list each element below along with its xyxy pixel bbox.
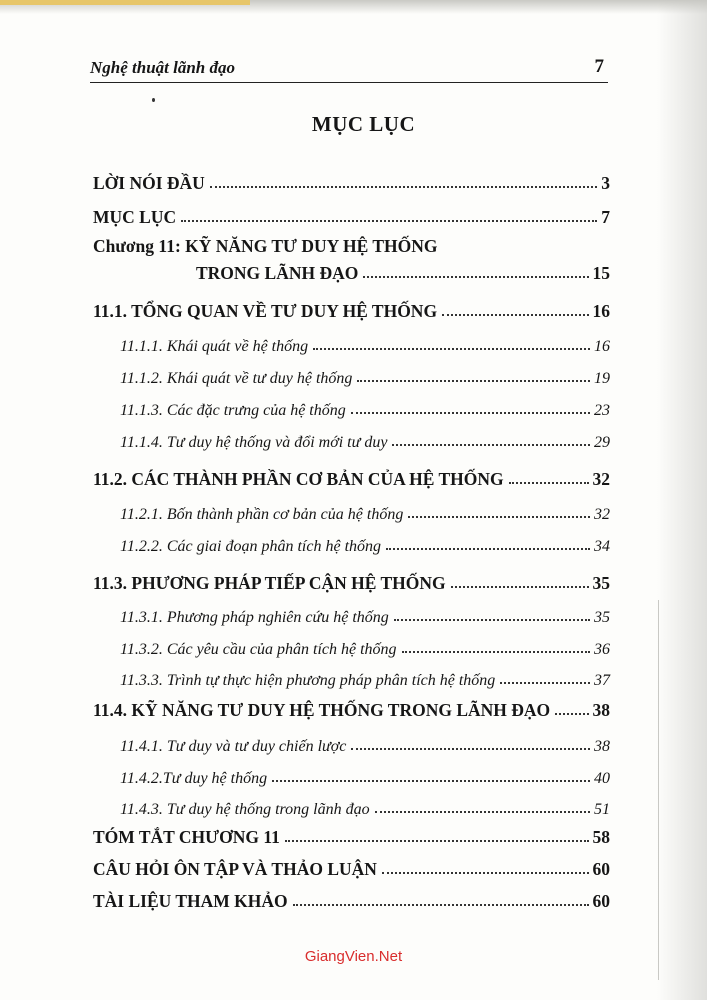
toc-entry-page: 29 [594, 434, 610, 451]
dot-leader [382, 872, 589, 874]
toc-entry-label: TRONG LÃNH ĐẠO [196, 263, 359, 283]
dot-leader [451, 586, 589, 588]
dot-leader [210, 186, 597, 188]
toc-entry-label: 11.2. CÁC THÀNH PHẦN CƠ BẢN CỦA HỆ THỐNG [93, 469, 504, 489]
toc-entry-chapter-summary[interactable] [93, 822, 610, 848]
dot-leader [509, 482, 589, 484]
toc-title: MỤC LỤC [311, 112, 416, 136]
toc-entry-page: 38 [592, 700, 610, 720]
watermark-text: GiangVien.Net [304, 948, 403, 965]
toc-entry-label: 11.4.3. Tư duy hệ thống trong lãnh đạo [120, 801, 370, 818]
toc-entry-page: 60 [592, 891, 610, 911]
dot-leader [408, 516, 590, 518]
toc-entry-page: 35 [594, 609, 610, 626]
dot-leader [555, 713, 588, 715]
dot-leader [293, 904, 589, 906]
toc-entry-label: 11.4.2.Tư duy hệ thống [120, 770, 268, 787]
toc-entry-label: 11.1.2. Khái quát về tư duy hệ thống [120, 370, 353, 387]
toc-entry-label: 11.2.1. Bốn thành phần cơ bản của hệ thống [120, 506, 404, 523]
toc-entry-label: 11.3.3. Trình tự thực hiện phương pháp phân tích hệ thống [120, 672, 496, 689]
toc-entry-label: 11.1.1. Khái quát về hệ thống [120, 338, 309, 355]
toc-entry-page: 58 [592, 827, 610, 847]
page-right-shadow [657, 0, 707, 1000]
dot-leader [313, 348, 590, 350]
toc-entry-label: 11.4. KỸ NĂNG TƯ DUY HỆ THỐNG TRONG LÃNH ĐẠO [93, 700, 551, 720]
toc-entry-review-questions[interactable] [93, 854, 610, 880]
toc-entry-label: TÓM TẮT CHƯƠNG 11 [93, 827, 280, 847]
dot-leader [181, 220, 597, 222]
dot-leader [363, 276, 588, 278]
toc-entry-subsection-11-3-2[interactable] [120, 633, 610, 659]
toc-entry-page: 37 [594, 672, 610, 689]
toc-entry-label: 11.1.3. Các đặc trưng của hệ thống [120, 402, 346, 419]
toc-entry-page: 34 [594, 538, 610, 555]
toc-entry-label: CÂU HỎI ÔN TẬP VÀ THẢO LUẬN [93, 859, 377, 879]
toc-entry-page: 3 [601, 173, 610, 193]
toc-entry-section-11-2[interactable] [93, 464, 610, 490]
dot-leader [351, 412, 590, 414]
toc-entry-preface[interactable] [93, 168, 610, 194]
toc-entry-section-11-1[interactable] [93, 296, 610, 322]
toc-entry-page: 40 [594, 770, 610, 787]
toc-entry-page: 15 [592, 263, 610, 283]
toc-entry-page: 38 [594, 738, 610, 755]
toc-entry-subsection-11-2-2[interactable] [120, 530, 610, 556]
dot-leader [357, 380, 590, 382]
dot-leader [375, 811, 590, 813]
toc-entry-page: 7 [601, 207, 610, 227]
chapter-title-line1: Chương 11: KỸ NĂNG TƯ DUY HỆ THỐNG [93, 236, 438, 256]
toc-entry-label: TÀI LIỆU THAM KHẢO [93, 891, 288, 911]
toc-entry-subsection-11-1-1[interactable] [120, 330, 610, 356]
toc-entry-label: 11.3.2. Các yêu cầu của phân tích hệ thống [120, 641, 397, 658]
dot-leader [500, 682, 590, 684]
toc-entry-page: 19 [594, 370, 610, 387]
dot-leader [402, 651, 590, 653]
dot-leader [285, 840, 589, 842]
toc-entry-page: 60 [592, 859, 610, 879]
toc-entry-subsection-11-4-3[interactable] [120, 793, 610, 819]
toc-entry-references[interactable] [93, 886, 610, 912]
dot-leader [272, 780, 590, 782]
toc-entry-label: 11.1.4. Tư duy hệ thống và đổi mới tư duy [120, 434, 388, 451]
toc-entry-subsection-11-3-1[interactable] [120, 601, 610, 627]
dot-leader [442, 314, 588, 316]
toc-entry-label: MỤC LỤC [93, 207, 177, 227]
toc-entry-subsection-11-1-2[interactable] [120, 362, 610, 388]
dot-leader [386, 548, 590, 550]
toc-entry-chapter-11[interactable] [196, 258, 610, 284]
toc-entry-label: 11.4.1. Tư duy và tư duy chiến lược [120, 738, 347, 755]
toc-entry-subsection-11-1-3[interactable] [120, 394, 610, 420]
running-header [90, 56, 608, 83]
toc-entry-subsection-11-1-4[interactable] [120, 426, 610, 452]
toc-entry-page: 16 [594, 338, 610, 355]
toc-entry-label: 11.1. TỔNG QUAN VỀ TƯ DUY HỆ THỐNG [93, 301, 438, 321]
toc-entry-subsection-11-4-2[interactable] [120, 762, 610, 788]
dot-leader [392, 444, 590, 446]
cover-edge-strip [0, 0, 250, 5]
toc-entry-contents[interactable] [93, 202, 610, 228]
toc-entry-page: 32 [592, 469, 610, 489]
toc-entry-label: 11.3. PHƯƠNG PHÁP TIẾP CẬN HỆ THỐNG [93, 573, 446, 593]
toc-entry-page: 36 [594, 641, 610, 658]
toc-entry-section-11-3[interactable] [93, 568, 610, 594]
toc-entry-label: LỜI NÓI ĐẦU [93, 173, 205, 193]
toc-entry-page: 51 [594, 801, 610, 818]
toc-entry-page: 32 [594, 506, 610, 523]
toc-entry-subsection-11-4-1[interactable] [120, 730, 610, 756]
ink-speck [152, 98, 155, 102]
toc-entry-subsection-11-2-1[interactable] [120, 498, 610, 524]
toc-entry-label: 11.3.1. Phương pháp nghiên cứu hệ thống [120, 609, 389, 626]
toc-entry-page: 23 [594, 402, 610, 419]
toc-entry-section-11-4[interactable] [93, 695, 610, 721]
dot-leader [394, 619, 590, 621]
toc-entry-page: 35 [592, 573, 610, 593]
page-number: 7 [594, 56, 604, 77]
binding-fold-line [658, 600, 659, 980]
toc-entry-label: 11.2.2. Các giai đoạn phân tích hệ thống [120, 538, 382, 555]
toc-entry-page: 16 [592, 301, 610, 321]
toc-entry-subsection-11-3-3[interactable] [120, 664, 610, 690]
book-title: Nghệ thuật lãnh đạo [90, 58, 236, 77]
dot-leader [351, 748, 590, 750]
